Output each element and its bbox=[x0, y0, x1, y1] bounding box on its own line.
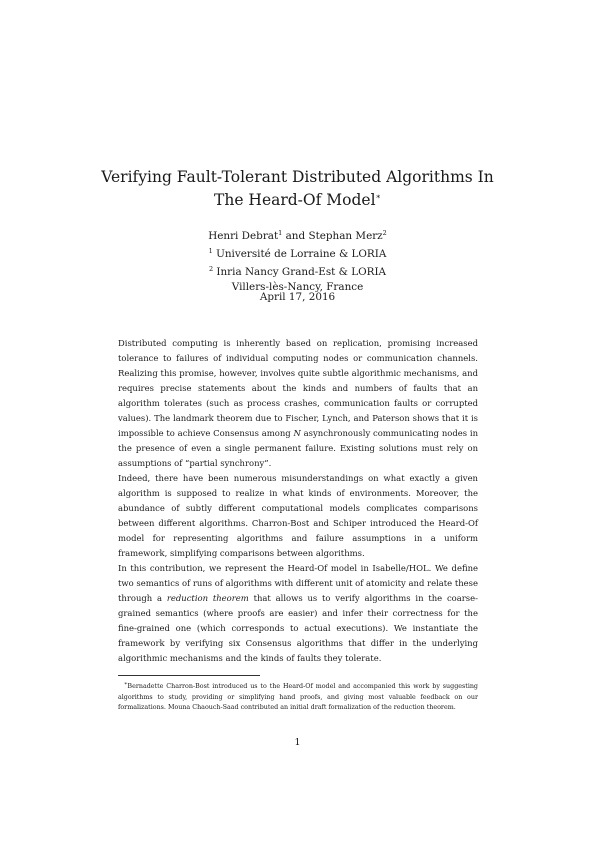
abstract-paragraph bbox=[118, 336, 478, 471]
abstract-text: Distributed computing is inherently based on replication, promising increased tolerance to failures of individual computing nodes or communication channels. Realizing this promise, however, involves quite subtle algorithmic mechanisms, and requires precise statements about the kinds and numbers of faults that an algorithm tolerates (such as process crashes, communication faults or corrupted values). The landmark theorem due to Fischer, Lynch, and Paterson shows that it is impossible to achieve Consensus among bbox=[118, 338, 478, 438]
paper-title bbox=[100, 167, 495, 210]
abstract-paragraph bbox=[118, 561, 478, 666]
page-number: 1 bbox=[294, 737, 301, 748]
author-joiner: and bbox=[282, 230, 309, 242]
footnote-text: Bernadette Charron-Bost introduced us to the Heard-Of model and accompanied this work by suggesting algorithms to study, providing or simplifying hand proofs, and giving most valuable feedback on our formalizations. Mouna Chaouch-Saad contributed an initial draft formalization of the reduction theorem. bbox=[118, 683, 478, 711]
affiliation-marker: 1 bbox=[208, 247, 213, 255]
abstract-paragraph: Indeed, there have been numerous misunderstandings on what exactly a given algorithm is supposed to realize in what kinds of environments. Moreover, the abundance of subtly different computational models complicates comparisons between different algorithms. Charron-Bost and Schiper introduced the Heard-Of model for representing algorithms and failure assumptions in a uniform framework, simplifying comparisons between algorithms. bbox=[118, 473, 478, 558]
abstract-text: that allows us to verify algorithms in the coarse-grained semantics (where proofs are easier) and infer their correctness for the fine-grained one (which corresponds to actual executions). We instantiate the framework by verifying six Consensus algorithms that differ in the underlying algorithmic mechanisms and the kinds of faults they tolerate. bbox=[118, 593, 478, 663]
affiliation-text: Inria Nancy Grand-Est & LORIA bbox=[213, 266, 387, 278]
paper-date: April 17, 2016 bbox=[259, 291, 336, 303]
affiliation-marker: 2 bbox=[382, 229, 387, 237]
math-variable: N bbox=[293, 428, 301, 438]
footnote bbox=[118, 679, 478, 714]
author-block bbox=[100, 226, 495, 295]
footnote-marker: ∗ bbox=[124, 681, 128, 687]
author-name: Stephan Merz bbox=[308, 230, 383, 242]
footnote-rule bbox=[118, 675, 260, 676]
author-name: Henri Debrat bbox=[208, 230, 279, 242]
affiliation-text: Villers-lès-Nancy, France bbox=[231, 281, 364, 293]
abstract-text: In this contribution, we represent the Heard-Of model in Isabelle/HOL. We define two semantics of runs of algorithms with different unit of atomicity and relate these through a bbox=[118, 563, 478, 603]
abstract bbox=[118, 336, 478, 666]
author-line bbox=[100, 226, 495, 244]
affiliation-marker: 2 bbox=[208, 265, 214, 273]
title-footnote-marker: ∗ bbox=[375, 192, 381, 201]
emphasis-text: reduction theorem bbox=[166, 593, 249, 603]
paper-title-text: Verifying Fault-Tolerant Distributed Algorithms In The Heard-Of Model bbox=[101, 168, 494, 209]
affiliation-text: Université de Lorraine & LORIA bbox=[212, 248, 387, 260]
affiliation-line bbox=[100, 262, 495, 280]
affiliation-line bbox=[100, 244, 495, 262]
affiliation-marker: 1 bbox=[278, 229, 283, 237]
abstract-text: asynchronously communicating nodes in the presence of even a single permanent failure. Existing solutions must rely on assumptions of “partial synchrony”. bbox=[118, 428, 478, 468]
